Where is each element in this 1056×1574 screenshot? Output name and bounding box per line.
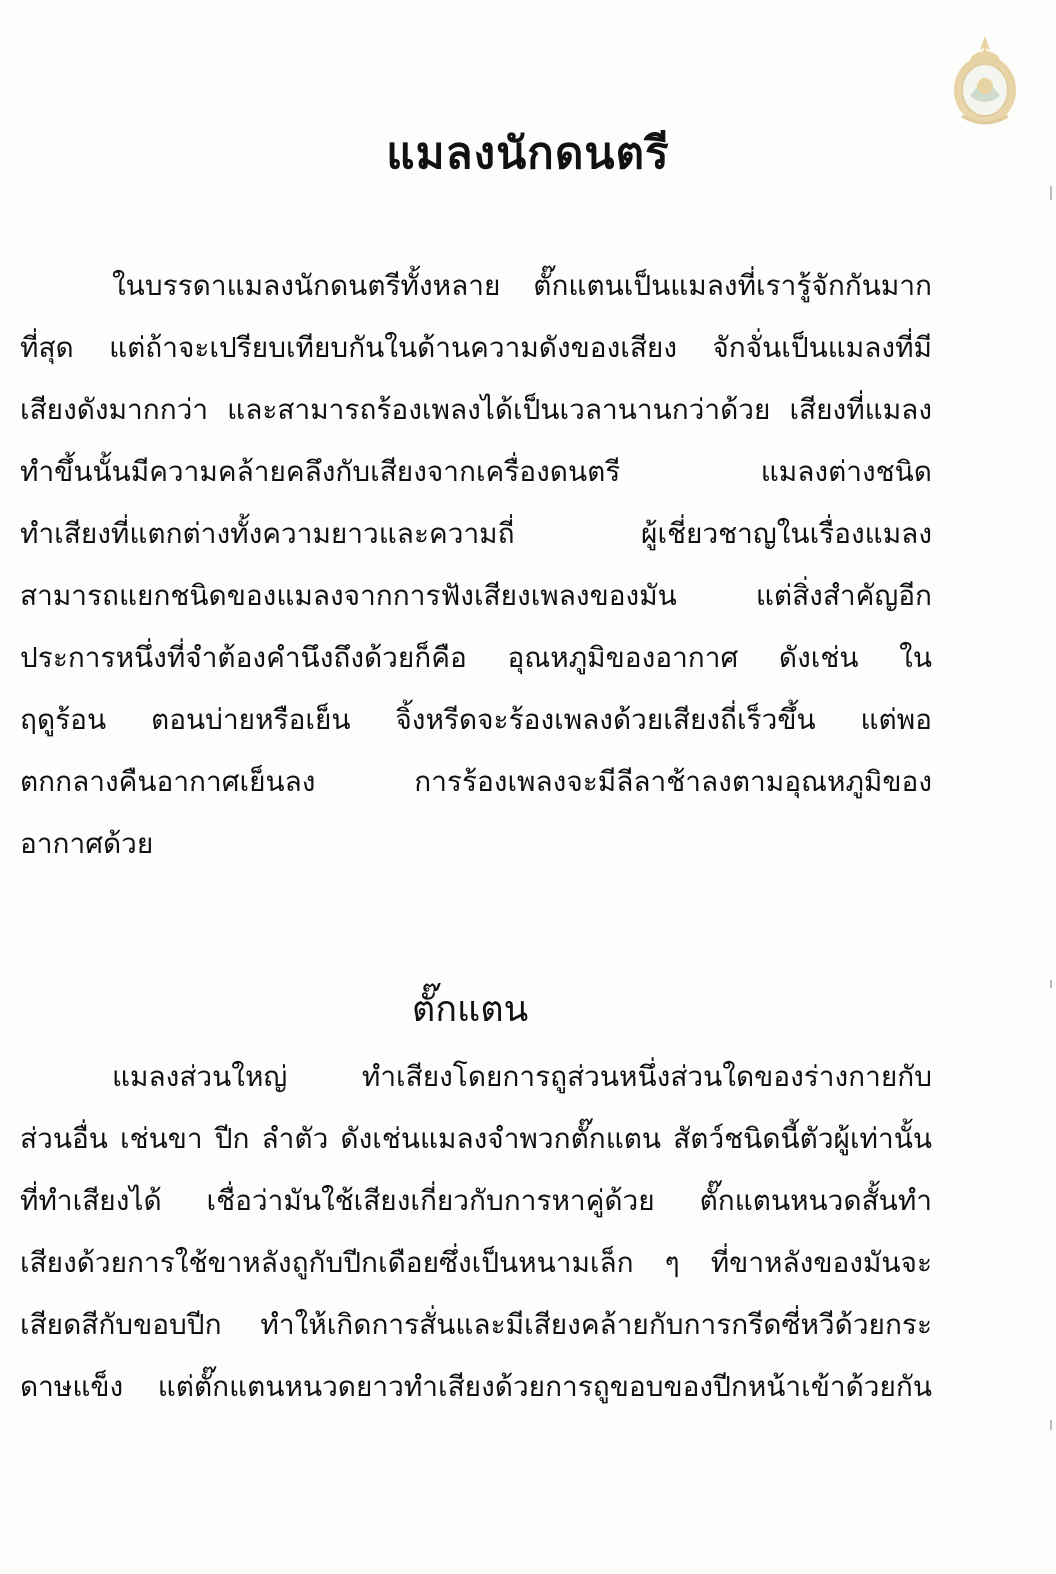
text-line: สามารถแยกชนิดของแมลงจากการฟังเสียงเพลงของมัน แต่สิ่งสำคัญอีก: [20, 579, 932, 612]
royal-emblem-icon: [950, 34, 1020, 130]
section-heading: ตั๊กแตน: [411, 989, 529, 1030]
text-line: ส่วนอื่น เช่นขา ปีก ลำตัว ดังเช่นแมลงจำพวกตั๊กแตน สัตว์ชนิดนี้ตัวผู้เท่านั้น: [20, 1122, 932, 1155]
text-line: ที่สุด แต่ถ้าจะเปรียบเทียบกันในด้านความดังของเสียง จักจั่นเป็นแมลงที่มี: [20, 331, 932, 364]
section-paragraph-insect-musicians: [20, 255, 932, 875]
text-line: ประการหนึ่งที่จำต้องคำนึงถึงด้วยก็คือ อุณหภูมิของอากาศ ดังเช่น ใน: [20, 641, 932, 674]
text-line: ตกกลางคืนอากาศเย็นลง การร้องเพลงจะมีลีลาช้าลงตามอุณหภูมิของ: [20, 765, 932, 798]
text-line: อากาศด้วย: [20, 827, 154, 860]
text-line: เสียงด้วยการใช้ขาหลังถูกับปีกเดือยซึ่งเป็นหนามเล็ก ๆ ที่ขาหลังของมันจะ: [20, 1246, 932, 1279]
text-line: ในบรรดาแมลงนักดนตรีทั้งหลาย ตั๊กแตนเป็นแมลงที่เรารู้จักกันมาก: [112, 269, 932, 302]
text-line: ดาษแข็ง แต่ตั๊กแตนหนวดยาวทำเสียงด้วยการถูขอบของปีกหน้าเข้าด้วยกัน: [20, 1370, 932, 1403]
scan-mark: [1050, 980, 1052, 988]
text-line: เสียดสีกับขอบปีก ทำให้เกิดการสั่นและมีเสียงคล้ายกับการกรีดซี่หวีด้วยกระ: [20, 1308, 932, 1341]
page-title: แมลงนักดนตรี: [386, 128, 670, 179]
section-paragraph-grasshopper: [20, 1046, 932, 1418]
scan-mark: [1050, 1420, 1052, 1430]
text-line: ฤดูร้อน ตอนบ่ายหรือเย็น จิ้งหรีดจะร้องเพลงด้วยเสียงถี่เร็วขึ้น แต่พอ: [20, 703, 932, 736]
text-line: เสียงดังมากกว่า และสามารถร้องเพลงได้เป็นเวลานานกว่าด้วย เสียงที่แมลง: [20, 393, 932, 426]
text-line: ทำเสียงที่แตกต่างทั้งความยาวและความถี่ ผู้เชี่ยวชาญในเรื่องแมลง: [20, 517, 932, 550]
scan-mark: [1050, 186, 1052, 200]
text-line: แมลงส่วนใหญ่ ทำเสียงโดยการถูส่วนหนึ่งส่วนใดของร่างกายกับ: [112, 1060, 932, 1093]
text-line: ที่ทำเสียงได้ เชื่อว่ามันใช้เสียงเกี่ยวกับการหาคู่ด้วย ตั๊กแตนหนวดสั้นทำ: [20, 1184, 932, 1217]
text-line: ทำขึ้นนั้นมีความคล้ายคลึงกับเสียงจากเครื่องดนตรี แมลงต่างชนิด: [20, 455, 932, 488]
